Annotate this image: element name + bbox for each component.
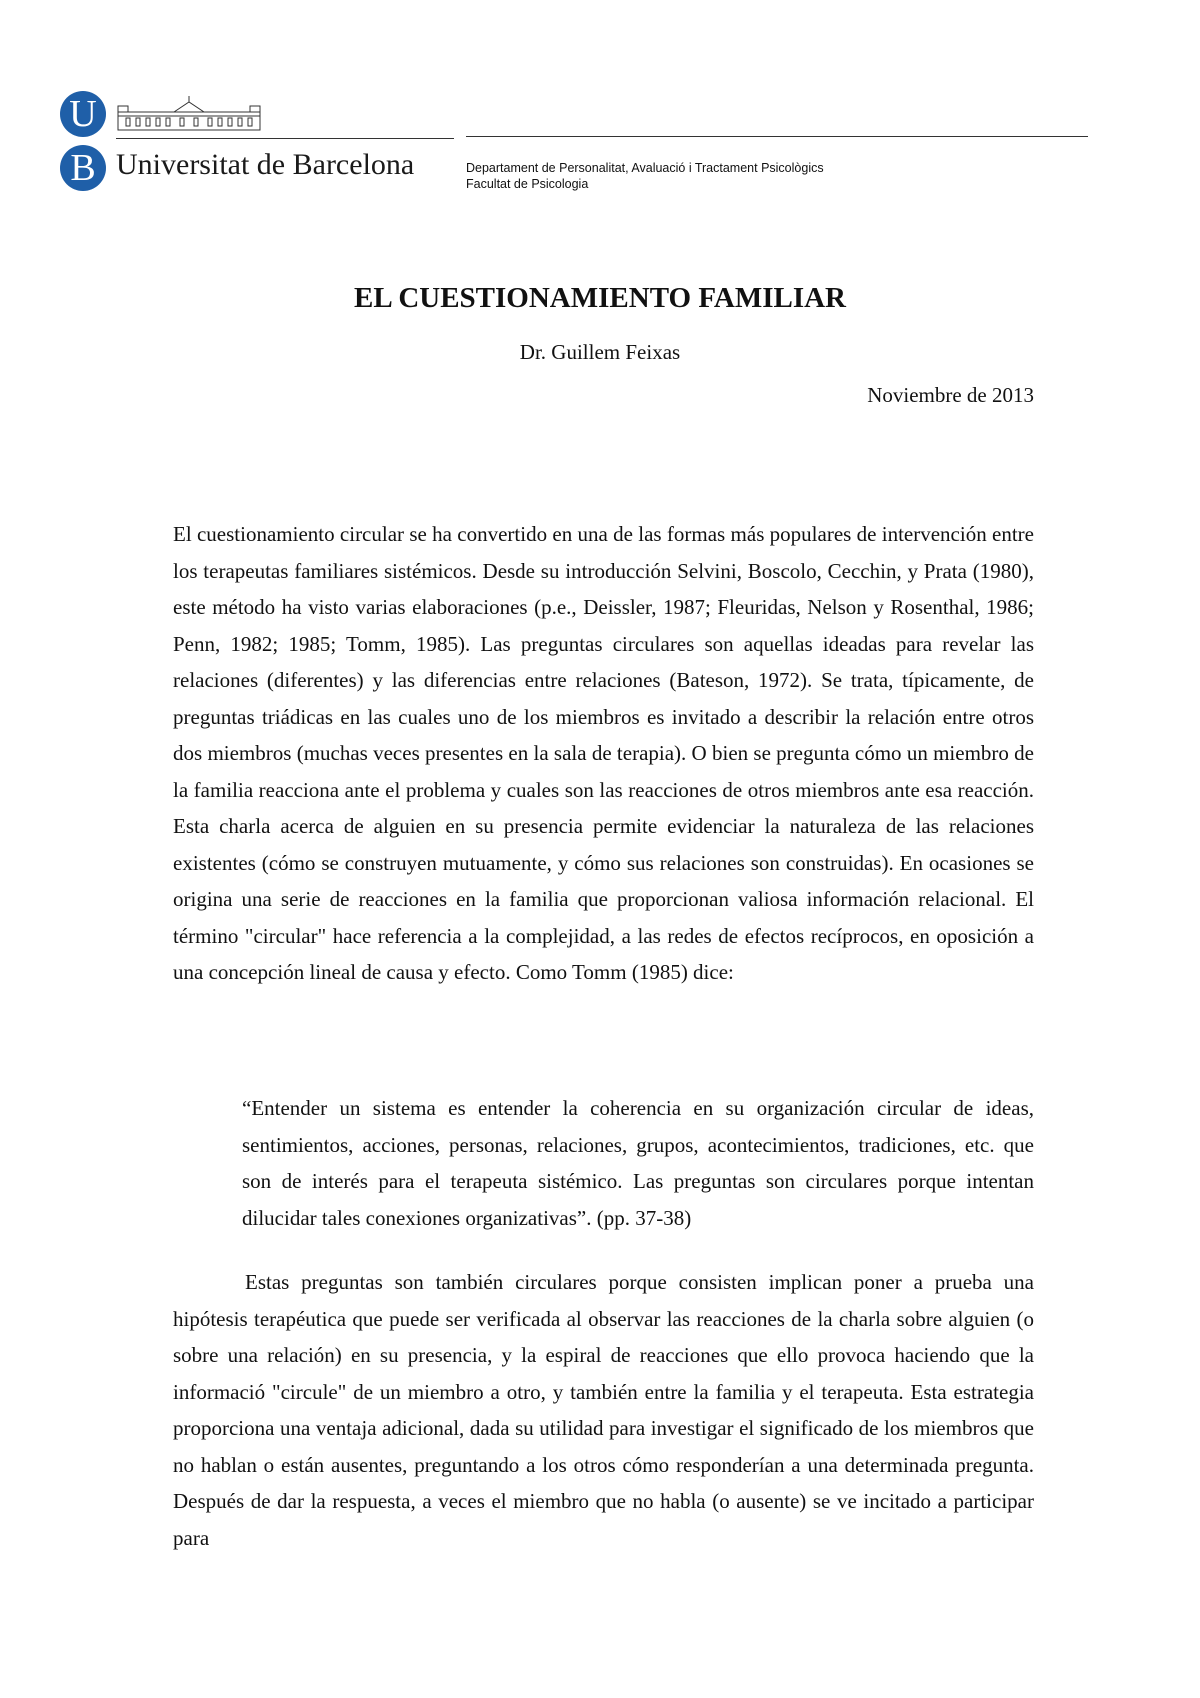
logo-letter-u: U bbox=[60, 91, 106, 137]
building-icon bbox=[114, 96, 264, 132]
logo-divider bbox=[116, 138, 454, 139]
university-name: Universitat de Barcelona bbox=[116, 148, 415, 181]
header-divider bbox=[466, 136, 1088, 137]
faculty-name: Facultat de Psicologia bbox=[466, 177, 589, 191]
document-author: Dr. Guillem Feixas bbox=[519, 340, 681, 364]
document-date: Noviembre de 2013 bbox=[867, 383, 1034, 407]
body-paragraph-2: Estas preguntas son también circulares porque consisten implican poner a prueba una hipótesis terapéutica que puede ser verificada al observar las reacciones de la charla sobre alguien (o sobre una relación) en su presencia, y la espiral de reacciones que ello provoca haciendo que la informació "circule" de un miembro a otro, y también entre la familia y el terapeuta. Esta estrategia proporciona una ventaja adicional, dada su utilidad para investigar el significado de los miembros que no hablan o están ausentes, preguntando a los otros cómo responderían a una determinada pregunta. Después de dar la respuesta, a veces el miembro que no habla (o ausente) se ve incitado a participar para bbox=[173, 1270, 1034, 1550]
logo-letter-b: B bbox=[60, 145, 106, 191]
block-quote: “Entender un sistema es entender la coherencia en su organización circular de ideas, sentimientos, acciones, personas, relaciones, grupos, acontecimientos, tradiciones, etc. que son de interés para el terapeuta sistémico. Las preguntas son circulares porque intentan dilucidar tales conexiones organizativas”. (pp. 37-38) bbox=[242, 1096, 1034, 1230]
document-title: EL CUESTIONAMIENTO FAMILIAR bbox=[353, 282, 846, 314]
university-logo bbox=[58, 88, 415, 193]
department-name: Departament de Personalitat, Avaluació i Tractament Psicològics bbox=[466, 161, 824, 175]
body-paragraph-1: El cuestionamiento circular se ha convertido en una de las formas más populares de intervención entre los terapeutas familiares sistémicos. Desde su introducción Selvini, Boscolo, Cecchin, y Prata (1980), este método ha visto varias elaboraciones (p.e., Deissler, 1987; Fleuridas, Nelson y Rosenthal, 1986; Penn, 1982; 1985; Tomm, 1985). Las preguntas circulares son aquellas ideadas para revelar las relaciones (diferentes) y las diferencias entre relaciones (Bateson, 1972). Se trata, típicamente, de preguntas triádicas en las cuales uno de los miembros es invitado a describir la relación entre otros dos miembros (muchas veces presentes en la sala de terapia). O bien se pregunta cómo un miembro de la familia reacciona ante el problema y cuales son las reacciones de otros miembros ante esa reacción. Esta charla acerca de alguien en su presencia permite evidenciar la naturaleza de las relaciones existentes (cómo se construyen mutuamente, y cómo sus relaciones son construidas). En ocasiones se origina una serie de reacciones en la familia que proporcionan valiosa información relacional. El término "circular" hace referencia a la complejidad, a las redes de efectos recíprocos, en oposición a una concepción lineal de causa y efecto. Como Tomm (1985) dice: bbox=[173, 522, 1034, 984]
department-block bbox=[466, 160, 824, 192]
